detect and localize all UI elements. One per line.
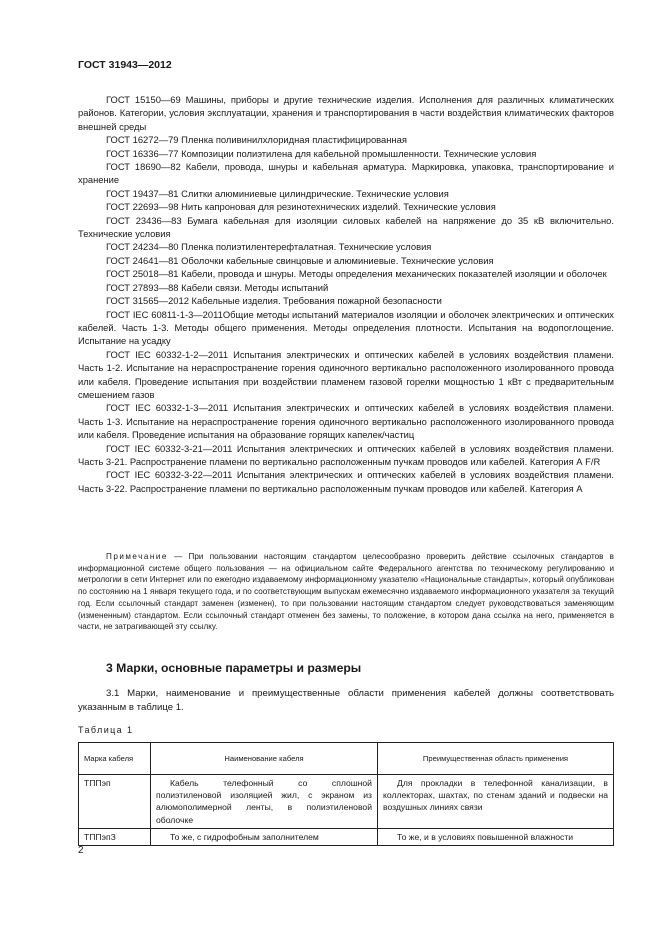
reference-item: ГОСТ 24641—81 Оболочки кабельные свинцовые и алюминиевые. Технические условия <box>106 254 494 266</box>
table-caption: Таблица 1 <box>78 725 134 735</box>
cell-name-text: Кабель телефонный со сплошной полиэтиленовой изоляцией жил, с экраном из алюмополимерной ленты, в полиэтиленовой оболочке <box>156 778 372 825</box>
reference-item: ГОСТ 27893—88 Кабели связи. Методы испытаний <box>106 281 329 293</box>
reference-item: ГОСТ IEC 60332-3-22—2011 Испытания электрических и оптических кабелей в условиях воздействия пламени. Часть 3-22. Распространение пламени по вертикально расположенным пучкам проводов или кабелей. Категория А <box>78 469 614 494</box>
header-mark: Марка кабеля <box>79 743 151 775</box>
cell-use-text: Для прокладки в телефонной канализации, в коллекторах, шахтах, по стенам зданий и подвески на воздушных линиях связи <box>383 778 608 813</box>
header-name: Наименование кабеля <box>151 743 378 775</box>
reference-list <box>78 93 614 495</box>
reference-item: ГОСТ 25018—81 Кабели, провода и шнуры. Методы определения механических показателей изоляции и оболочек <box>106 268 607 280</box>
standards-note <box>78 551 614 633</box>
header-use: Преимущественная область применения <box>378 743 614 775</box>
reference-item: ГОСТ 16272—79 Пленка поливинилхлоридная пластифицированная <box>106 134 407 146</box>
cable-marks-table <box>78 742 614 846</box>
note-label: Примечание <box>106 552 168 561</box>
reference-item: ГОСТ 16336—77 Композиции полиэтилена для кабельной промышленности. Технические условия <box>106 147 537 159</box>
cell-name <box>151 828 378 845</box>
paragraph-3-1: 3.1 Марки, наименование и преимущественные области применения кабелей должны соответствовать указанным в таблице 1. <box>78 688 614 714</box>
cell-use <box>378 775 614 829</box>
table-row <box>79 828 614 845</box>
cell-use-text: То же, и в условиях повышенной влажности <box>397 831 574 842</box>
reference-item: ГОСТ 23436—83 Бумага кабельная для изоляции силовых кабелей на напряжение до 35 кВ включительно. Технические условия <box>78 214 614 240</box>
reference-item: ГОСТ 24234—80 Пленка полиэтилентерефталатная. Технические условия <box>106 241 432 253</box>
reference-item: ГОСТ 22693—98 Нить капроновая для резинотехнических изделий. Технические условия <box>106 201 496 213</box>
reference-item: ГОСТ 19437—81 Слитки алюминиевые цилиндрические. Технические условия <box>106 187 449 199</box>
page-number: 2 <box>78 845 84 856</box>
cell-name-text: То же, с гидрофобным заполнителем <box>170 831 319 842</box>
section-title: 3 Марки, основные параметры и размеры <box>106 661 362 675</box>
reference-item: ГОСТ 15150—69 Машины, приборы и другие технические изделия. Исполнения для различных климатических районов. Категории, условия эксплуатации, хранения и транспортирования в части воздействия климатических факторов внешней среды <box>78 94 614 132</box>
reference-item: ГОСТ IEC 60332-3-21—2011 Испытания электрических и оптических кабелей в условиях воздействия пламени. Часть 3-21. Распространение пламени по вертикально расположенным пучкам проводов или кабелей. Категория А F/R <box>78 442 614 467</box>
reference-item: ГОСТ IEC 60332-1-3—2011 Испытания электрических и оптических кабелей в условиях воздействия пламени. Часть 1-3. Испытание на нераспространение горения одиночного вертикально расположенного изолированного провода или кабеля. Проведение испытания на образование горящих капелек/частиц <box>78 402 614 441</box>
cell-mark: ТППэпЗ <box>79 828 151 845</box>
reference-item: ГОСТ IEC 60332-1-2—2011 Испытания электрических и оптических кабелей в условиях воздействия пламени. Часть 1-2. Испытание на нераспространение горения одиночного вертикально расположенного изолированного провода или кабеля. Проведение испытания при воздействии пламенем газовой горелки мощностью 1 кВт с предварительным смешением газов <box>78 348 614 400</box>
note-text: — При пользовании настоящим стандартом целесообразно проверить действие ссылочных стандартов в информационной системе общего пользования — на официальном сайте Федерального агентства по техническому регулированию и метрологии в сети Интернет или по ежегодно издаваемому информационному указателю «Национальные стандарты», который опубликован по состоянию на 1 января текущего года, и по соответствующим выпускам ежемесячно издаваемого информационного указателя за текущий год. Если ссылочный стандарт заменен (изменен), то при пользовании настоящим стандартом следует руководствоваться заменяющим (измененным) стандартом. Если ссылочный стандарт отменен без замены, то положение, в котором дана ссылка на него, применяется в части, не затрагивающей эту ссылку. <box>78 552 614 632</box>
cell-use <box>378 828 614 845</box>
table-row <box>79 775 614 829</box>
reference-item: ГОСТ 31565—2012 Кабельные изделия. Требования пожарной безопасности <box>106 295 442 307</box>
reference-item: ГОСТ 18690—82 Кабели, провода, шнуры и кабельная арматура. Маркировка, упаковка, транспортирование и хранение <box>78 161 614 186</box>
reference-item: ГОСТ IEC 60811-1-3—2011Общие методы испытаний материалов изоляции и оболочек электрических и оптических кабелей. Часть 1-3. Методы общего применения. Методы определения плотности. Испытания на водопоглощение. Испытание на усадку <box>78 308 614 347</box>
document-header: ГОСТ 31943—2012 <box>78 59 172 71</box>
table-header-row <box>79 743 614 775</box>
cell-mark: ТППэп <box>79 775 151 829</box>
cell-name <box>151 775 378 829</box>
